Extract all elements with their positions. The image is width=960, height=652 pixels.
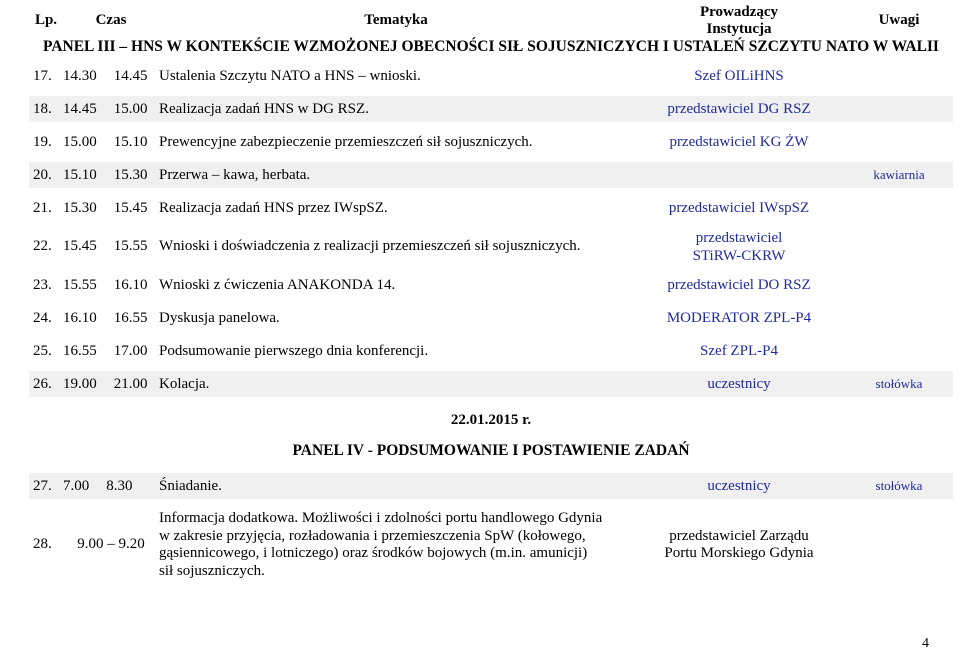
table-row [29, 63, 953, 89]
row-topic: Ustalenia Szczytu NATO a HNS – wnioski. [159, 67, 421, 84]
end-time: 17.00 [113, 342, 148, 359]
row-notes [845, 506, 953, 584]
time-cell [63, 129, 159, 155]
table-row [29, 338, 953, 364]
row-gap [29, 331, 953, 338]
lead-line: przedstawiciel [695, 229, 783, 246]
header-prowadzacy-line2: Instytucja [706, 20, 772, 37]
topic-line: gąsiennicowego, i lotniczego) oraz środków bojowych (m.in. amunicji) [159, 545, 588, 561]
row-notes [845, 272, 953, 298]
row-lead [633, 195, 845, 221]
row-gap [29, 56, 953, 63]
row-lead [633, 506, 845, 584]
row-number: 20. [29, 162, 63, 188]
lead-line: przedstawiciel DO RSZ [667, 276, 811, 293]
date-row [29, 404, 953, 436]
row-number: 27. [29, 473, 63, 499]
table-row [29, 305, 953, 331]
end-time: 15.00 [113, 100, 148, 117]
row-lead [633, 371, 845, 397]
end-time: 14.45 [113, 67, 148, 84]
time-cell [63, 473, 159, 499]
table-row [29, 272, 953, 298]
row-gap [29, 499, 953, 506]
start-time: 14.45 [63, 100, 97, 117]
row-notes [845, 195, 953, 221]
row-topic: Realizacja zadań HNS przez IWspSZ. [159, 199, 388, 216]
lead-line: przedstawiciel KG ŻW [669, 133, 809, 150]
start-time: 7.00 [63, 477, 90, 494]
row-gap-cell [29, 188, 953, 195]
row-gap [29, 364, 953, 371]
lead-line: przedstawiciel DG RSZ [667, 100, 811, 117]
row-notes [845, 96, 953, 122]
row-lead [633, 129, 845, 155]
start-time: 15.00 [63, 133, 97, 150]
page-number: 4 [922, 636, 929, 651]
header-prowadzacy-line1: Prowadzący [699, 3, 779, 20]
lead-line: MODERATOR ZPL-P4 [666, 309, 812, 326]
row-gap-cell [29, 221, 953, 228]
panel-4-title-row [29, 436, 953, 466]
row-number: 23. [33, 276, 52, 293]
header-uwagi: Uwagi [845, 3, 953, 38]
time-cell [63, 272, 159, 298]
start-time: 15.30 [63, 199, 97, 216]
row-lead [633, 473, 845, 499]
row-topic: Dyskusja panelowa. [159, 309, 280, 326]
row-topic: Przerwa – kawa, herbata. [159, 162, 633, 188]
time-cell [63, 63, 159, 89]
row-gap-cell [29, 364, 953, 371]
row-lead [633, 63, 845, 89]
row-lead [633, 272, 845, 298]
lead-line: Szef OILiHNS [694, 67, 784, 84]
start-time: 16.55 [63, 342, 97, 359]
table-row [29, 195, 953, 221]
lead-line: Szef ZPL-P4 [700, 342, 778, 359]
table-row [29, 228, 953, 265]
row-gap [29, 89, 953, 96]
table-header [29, 3, 953, 38]
panel-3-title-row [29, 38, 953, 56]
start-time: 14.30 [63, 67, 97, 84]
table-row [29, 506, 953, 584]
row-gap-cell [29, 265, 953, 272]
lead-line: uczestnicy [707, 375, 771, 392]
row-number: 21. [33, 199, 52, 216]
lead-line: STiRW-CKRW [692, 247, 786, 264]
row-gap [29, 188, 953, 195]
row-lead [633, 305, 845, 331]
start-time: 19.00 [63, 375, 97, 392]
time-cell [63, 371, 159, 397]
time-cell: 9.00 – 9.20 [77, 536, 145, 553]
panel-3-title: PANEL III – HNS W KONTEKŚCIE WZMOŻONEJ OBECNOŚCI SIŁ SOJUSZNICZYCH I USTALEŃ SZCZYTU NATO W WALII [43, 38, 939, 55]
time-cell [63, 228, 159, 265]
row-topic: Wnioski i doświadczenia z realizacji przemieszczeń sił sojuszniczych. [159, 238, 581, 254]
time-cell [63, 305, 159, 331]
row-gap-cell [29, 331, 953, 338]
row-topic: Śniadanie. [159, 473, 633, 499]
table-row [29, 162, 953, 188]
row-number: 22. [33, 238, 52, 254]
row-number: 18. [29, 96, 63, 122]
topic-line: Informacja dodatkowa. Możliwości i zdolności portu handlowego Gdynia [159, 510, 603, 526]
topic-line: sił sojuszniczych. [159, 562, 265, 579]
row-lead [633, 162, 845, 188]
start-time: 16.10 [63, 309, 97, 326]
row-gap-cell [29, 466, 953, 473]
header-czas: Czas [63, 3, 159, 38]
row-topic: Wnioski z ćwiczenia ANAKONDA 14. [159, 276, 396, 293]
table-row [29, 371, 953, 397]
row-gap [29, 265, 953, 272]
row-number: 19. [33, 133, 52, 150]
end-time: 16.55 [113, 309, 148, 326]
row-gap [29, 298, 953, 305]
end-time: 16.10 [113, 276, 148, 293]
row-number: 26. [29, 371, 63, 397]
header-prowadzacy [633, 3, 845, 38]
row-notes [845, 228, 953, 265]
end-time: 15.45 [113, 199, 148, 216]
end-time: 15.30 [113, 166, 148, 183]
start-time: 15.10 [63, 166, 97, 183]
row-gap-cell [29, 56, 953, 63]
row-lead [633, 96, 845, 122]
row-lead [633, 338, 845, 364]
row-gap-cell [29, 397, 953, 404]
start-time: 15.45 [63, 238, 97, 254]
row-number: 28. [33, 536, 52, 553]
row-gap-cell [29, 298, 953, 305]
row-topic: Prewencyjne zabezpieczenie przemieszczeń sił sojuszniczych. [159, 133, 533, 150]
schedule-table [29, 3, 953, 584]
row-number: 24. [33, 309, 52, 326]
row-gap-cell [29, 89, 953, 96]
row-notes [845, 305, 953, 331]
row-gap [29, 122, 953, 129]
topic-line: w zakresie przyjęcia, rozładowania i przemieszczenia SpW (kołowego, [159, 527, 586, 544]
row-notes [845, 129, 953, 155]
end-time: 15.55 [113, 238, 148, 254]
time-cell [63, 96, 159, 122]
conference-date: 22.01.2015 r. [450, 411, 532, 428]
row-gap-cell [29, 499, 953, 506]
row-notes [845, 338, 953, 364]
table-row [29, 473, 953, 499]
row-lead [633, 228, 845, 265]
start-time: 15.55 [63, 276, 97, 293]
row-gap [29, 466, 953, 473]
time-cell [63, 338, 159, 364]
time-cell [63, 195, 159, 221]
table-row [29, 96, 953, 122]
end-time: 15.10 [113, 133, 148, 150]
row-number: 25. [33, 342, 52, 359]
header-tematyka: Tematyka [159, 3, 633, 38]
panel-4-title: PANEL IV - PODSUMOWANIE I POSTAWIENIE ZADAŃ [292, 442, 690, 459]
end-time: 8.30 [106, 477, 133, 494]
lead-line: Portu Morskiego Gdynia [664, 545, 814, 561]
lead-line: przedstawiciel IWspSZ [668, 199, 810, 216]
row-topic: Realizacja zadań HNS w DG RSZ. [159, 96, 633, 122]
row-gap [29, 397, 953, 404]
row-notes: stołówka [845, 371, 953, 397]
row-notes [845, 63, 953, 89]
lead-line: przedstawiciel Zarządu [669, 527, 809, 544]
row-topic: Kolacja. [159, 371, 633, 397]
row-topic: Podsumowanie pierwszego dnia konferencji. [159, 342, 429, 359]
end-time: 21.00 [113, 375, 148, 392]
table-row [29, 129, 953, 155]
row-gap-cell [29, 155, 953, 162]
row-notes: kawiarnia [845, 162, 953, 188]
lead-line: uczestnicy [707, 477, 771, 494]
header-lp: Lp. [29, 3, 63, 38]
row-topic [159, 506, 633, 584]
row-gap [29, 155, 953, 162]
row-gap-cell [29, 122, 953, 129]
row-gap [29, 221, 953, 228]
time-cell [63, 162, 159, 188]
row-notes: stołówka [845, 473, 953, 499]
row-number: 17. [33, 67, 52, 84]
